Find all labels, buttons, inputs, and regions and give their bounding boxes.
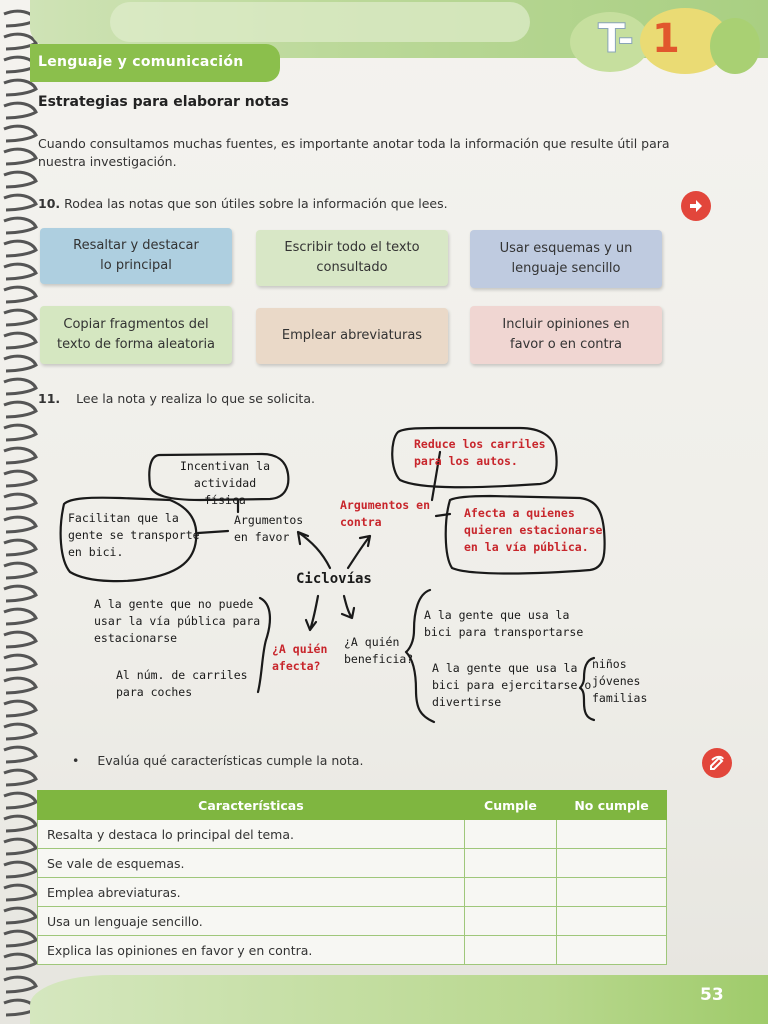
diagram-beneficia-groups: niños jóvenes familias — [592, 657, 648, 705]
characteristic-cell: Resalta y destaca lo principal del tema. — [38, 820, 465, 849]
line-favor-2 — [198, 531, 228, 533]
note-card-text: Usar esquemas y un lenguaje sencillo — [499, 241, 633, 276]
evaluate-instruction — [72, 753, 363, 768]
characteristic-cell: Usa un lenguaje sencillo. — [38, 907, 465, 936]
diagram-contra-2: Afecta a quienes quieren estacionarse en la vía pública. — [464, 506, 603, 554]
table-header-row — [38, 791, 667, 820]
arrow-beneficia — [342, 596, 354, 618]
question-10-number: 10. — [38, 196, 61, 211]
not-meets-cell[interactable] — [557, 849, 667, 878]
pencil-glyph-icon — [708, 754, 726, 772]
note-card-text: Resaltar y destacar lo principal — [73, 238, 199, 273]
diagram-beneficia-2: A la gente que usa la bici para ejercitarse o divertirse — [432, 661, 592, 709]
column-header-not-meets: No cumple — [557, 791, 667, 820]
diagram-afecta-label: ¿A quién afecta? — [272, 642, 328, 673]
column-header-meets: Cumple — [464, 791, 556, 820]
table-row — [38, 849, 667, 878]
pencil-icon[interactable] — [702, 748, 732, 778]
diagram-beneficia-label: ¿A quién beneficia? — [344, 635, 414, 666]
bullet-dot: • — [72, 753, 80, 768]
arrow-contra — [348, 536, 370, 568]
page-subtitle: Estrategias para elaborar notas — [38, 94, 289, 110]
characteristic-cell: Se vale de esquemas. — [38, 849, 465, 878]
meets-cell[interactable] — [464, 907, 556, 936]
meets-cell[interactable] — [464, 849, 556, 878]
intro-paragraph: Cuando consultamos muchas fuentes, es importante anotar toda la información que resulte útil para nuestra investigación. — [38, 136, 670, 169]
question-11-number: 11. — [38, 391, 61, 406]
diagram-center-label: Ciclovías — [296, 571, 372, 587]
diagram-afecta-2: Al núm. de carriles para coches — [116, 668, 248, 699]
evaluate-text: Evalúa qué características cumple la nota. — [97, 753, 364, 768]
line-contra-2 — [436, 514, 450, 516]
diagram-beneficia-1: A la gente que usa la bici para transportarse — [424, 608, 584, 639]
table-row — [38, 820, 667, 849]
page-number: 53 — [700, 985, 724, 1005]
not-meets-cell[interactable] — [557, 907, 667, 936]
diagram-afecta-1: A la gente que no puede usar la vía pública para estacionarse — [94, 597, 261, 645]
diagram-contra-1: Reduce los carriles para los autos. — [414, 437, 546, 468]
meets-cell[interactable] — [464, 878, 556, 907]
diagram-contra-label: Argumentos en contra — [340, 498, 431, 529]
note-card-text: Copiar fragmentos del texto de forma aleatoria — [56, 317, 216, 352]
diagram-favor-1: Incentivan la actividad física — [179, 459, 270, 507]
evaluation-table — [37, 790, 667, 965]
not-meets-cell[interactable] — [557, 878, 667, 907]
meets-cell[interactable] — [464, 820, 556, 849]
unit-badge-number: 1 — [652, 16, 680, 62]
table-row — [38, 936, 667, 965]
not-meets-cell[interactable] — [557, 936, 667, 965]
table-row — [38, 907, 667, 936]
unit-badge-code: T- — [598, 16, 633, 62]
note-card-text: Escribir todo el texto consultado — [284, 240, 420, 275]
table-row — [38, 878, 667, 907]
question-11-text: Lee la nota y realiza lo que se solicita. — [76, 391, 315, 406]
note-card-text: Incluir opiniones en favor o en contra — [502, 317, 630, 352]
meets-cell[interactable] — [464, 936, 556, 965]
arrow-afecta — [306, 596, 318, 630]
question-10-text: Rodea las notas que son útiles sobre la información que lees. — [64, 196, 448, 211]
diagram-favor-2: Facilitan que la gente se transporte en bici. — [68, 511, 200, 559]
diagram-favor-label: Argumentos en favor — [234, 513, 304, 544]
characteristic-cell: Emplea abreviaturas. — [38, 878, 465, 907]
note-card-text: Emplear abreviaturas — [281, 328, 423, 343]
not-meets-cell[interactable] — [557, 820, 667, 849]
bottom-decoration-band — [30, 975, 768, 1024]
characteristic-cell: Explica las opiniones en favor y en contra. — [38, 936, 465, 965]
section-title: Lenguaje y comunicación — [38, 54, 244, 70]
column-header-characteristics: Características — [38, 791, 465, 820]
